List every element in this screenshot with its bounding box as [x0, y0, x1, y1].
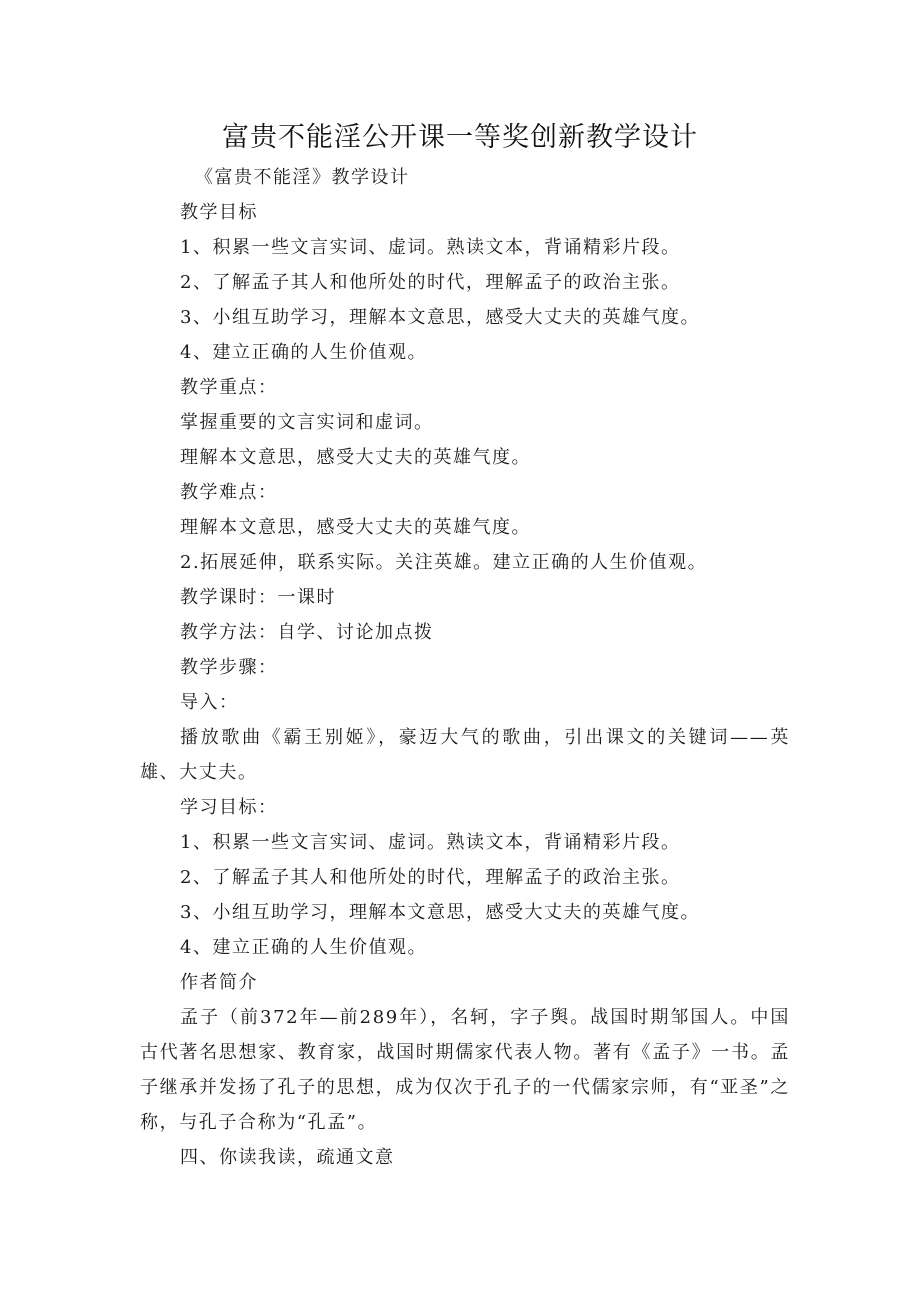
document-title: 富贵不能淫公开课一等奖创新教学设计 — [222, 122, 698, 153]
intro-paragraph: 播放歌曲《霸王别姬》，豪迈大气的歌曲，引出课文的关键词——英雄、大丈夫。 — [140, 727, 790, 783]
document-body — [140, 160, 790, 1175]
objective-item: 4、建立正确的人生价值观。 — [180, 342, 427, 363]
subtitle-line: 《富贵不能淫》教学设计 — [195, 167, 410, 188]
section-heading: 导入： — [180, 692, 239, 713]
text-line: 教学方法：自学、讨论加点拨 — [180, 622, 434, 643]
section-heading: 教学目标 — [180, 202, 258, 223]
text-line: 教学课时：一课时 — [180, 587, 336, 608]
section-heading: 教学步骤： — [180, 657, 278, 678]
text-line: 2.拓展延伸，联系实际。关注英雄。建立正确的人生价值观。 — [180, 552, 708, 573]
text-line: 理解本文意思，感受大丈夫的英雄气度。 — [180, 447, 531, 468]
section-heading: 学习目标： — [180, 797, 278, 818]
objective-item: 3、小组互助学习，理解本文意思，感受大丈夫的英雄气度。 — [180, 902, 700, 923]
objective-item: 1、积累一些文言实词、虚词。熟读文本，背诵精彩片段。 — [180, 237, 681, 258]
section-heading: 教学难点： — [180, 482, 278, 503]
objective-item: 2、了解孟子其人和他所处的时代，理解孟子的政治主张。 — [180, 867, 681, 888]
section-heading: 作者简介 — [180, 972, 258, 993]
text-line: 掌握重要的文言实词和虚词。 — [180, 412, 434, 433]
objective-item: 2、了解孟子其人和他所处的时代，理解孟子的政治主张。 — [180, 272, 681, 293]
objective-item: 4、建立正确的人生价值观。 — [180, 937, 427, 958]
section-heading: 四、你读我读，疏通文意 — [180, 1147, 395, 1168]
section-heading: 教学重点： — [180, 377, 278, 398]
text-line: 理解本文意思，感受大丈夫的英雄气度。 — [180, 517, 531, 538]
objective-item: 3、小组互助学习，理解本文意思，感受大丈夫的英雄气度。 — [180, 307, 700, 328]
author-paragraph: 孟子（前372年—前289年），名轲，字子舆。战国时期邹国人。中国古代著名思想家、教育家，战国时期儒家代表人物。著有《孟子》一书。孟子继承并发扬了孔子的思想，成为仅次于孔子的一代儒家宗师，有“亚圣”之称，与孔子合称为“孔孟”。 — [140, 1007, 790, 1133]
objective-item: 1、积累一些文言实词、虚词。熟读文本，背诵精彩片段。 — [180, 832, 681, 853]
